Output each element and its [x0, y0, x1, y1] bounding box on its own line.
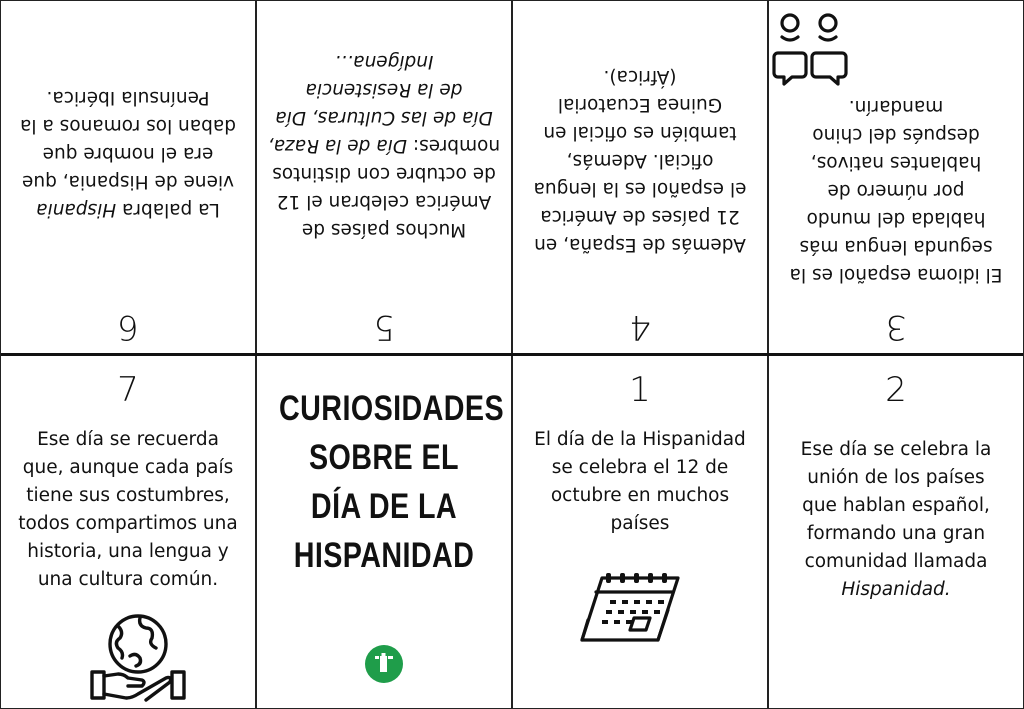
card-text: Además de España, en 21 países de América el español es la lengua oficial. Además, también es oficial en Guinea Ecuatorial (África).: [533, 66, 747, 255]
card-6: [0, 0, 256, 353]
card-text: El día de la Hispanidad se celebra el 12 de octubre en muchos países: [534, 429, 746, 534]
card-text: La palabra Hispania viene de Hispania, que era el nombre que daban los romanos a la Península Ibérica.: [20, 87, 236, 220]
card-2: [768, 356, 1024, 709]
card-5: [256, 0, 512, 353]
card-number: 5: [373, 307, 395, 347]
card-7: [0, 356, 256, 709]
fold-line: [0, 353, 1024, 356]
people-chat-icon: [772, 9, 852, 89]
card-number: 6: [117, 307, 139, 347]
globe-hands-icon: [88, 610, 188, 704]
card-number: 4: [629, 307, 651, 347]
card-number: 3: [885, 307, 907, 347]
card-number: 1: [629, 370, 651, 410]
card-3: [768, 0, 1024, 353]
cover-card: [256, 356, 512, 709]
cover-title: CURIOSIDADES SOBRE EL DÍA DE LA HISPANIDAD: [279, 389, 505, 575]
card-text: El idioma español es la segunda lengua más hablada del mundo por número de hablantes nativos, después del chino mandarín.: [789, 96, 1003, 285]
calendar-icon: [572, 570, 692, 650]
card-number: 2: [885, 370, 907, 410]
card-text: Muchos países de América celebran el 12 de octubre con distintos nombres: Día de la Raza, Día de las Culturas, Día de la Resistencia Indígena…: [267, 51, 501, 240]
card-number: 7: [117, 370, 139, 410]
card-text: Ese día se celebra la unión de los países que hablan español, formando una gran comunidad llamada Hispanidad.: [800, 439, 992, 600]
card-4: [512, 0, 768, 353]
card-1: [512, 356, 768, 709]
card-text: Ese día se recuerda que, aunque cada país tiene sus costumbres, todos compartimos una historia, una lengua y una cultura común.: [18, 429, 238, 590]
logo-badge-icon: [364, 644, 404, 684]
